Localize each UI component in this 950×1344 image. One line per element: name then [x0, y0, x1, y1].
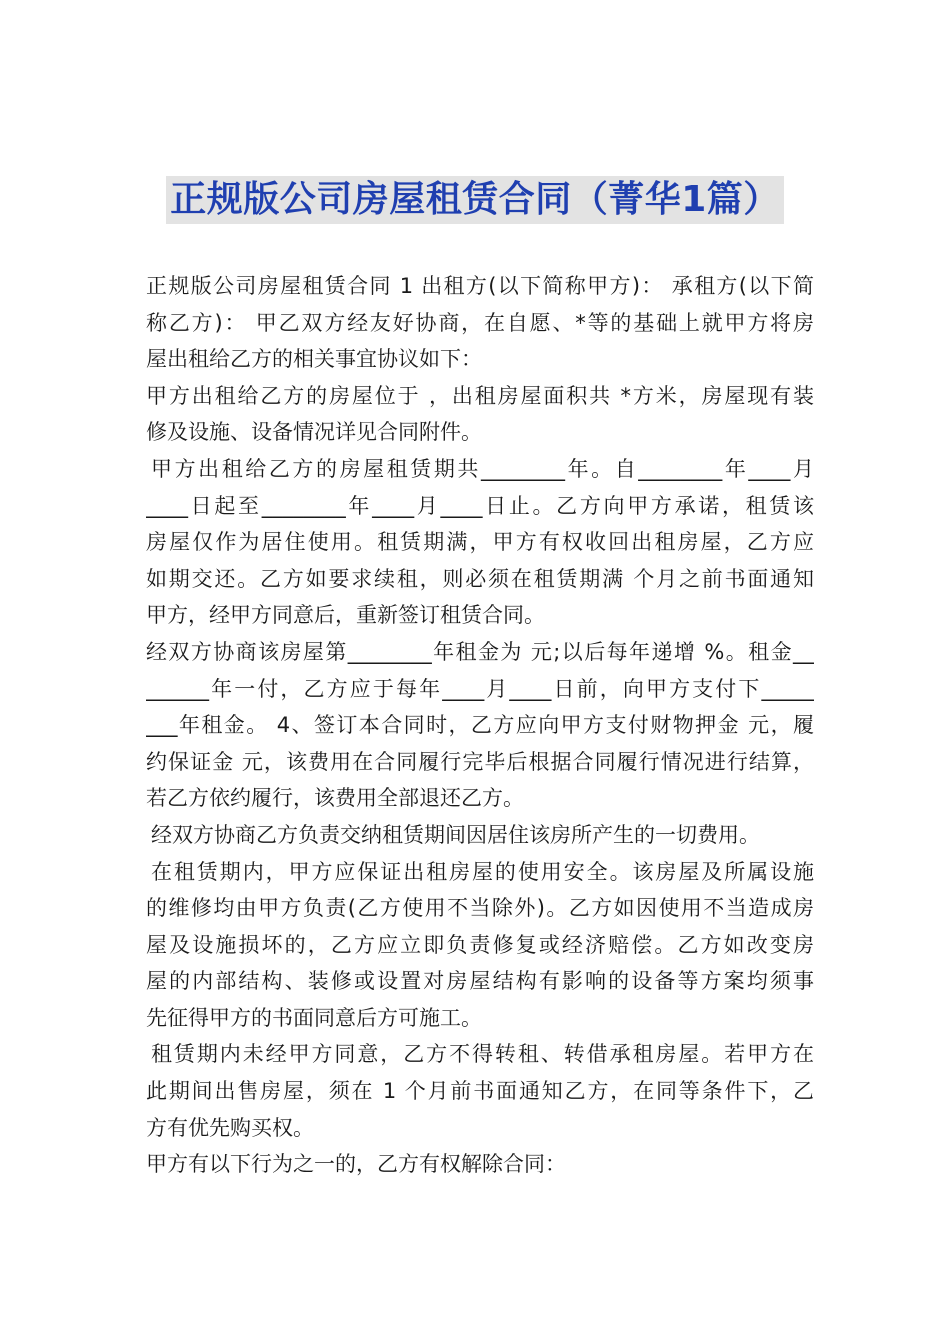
body-line: 经双方协商乙方负责交纳租赁期间因居住该房所产生的一切费用。 [151, 822, 760, 847]
body-line: ______年一付，乙方应于每年____月____日前，向甲方支付下_____ [146, 676, 814, 701]
body-line: 屋出租给乙方的相关事宜协议如下： [146, 347, 482, 372]
body-line: 修及设施、设备情况详见合同附件。 [146, 420, 482, 445]
body-line: 在租赁期内，甲方应保证出租房屋的使用安全。该房屋及所属设施 [151, 859, 814, 884]
body-line: 方有优先购买权。 [146, 1115, 314, 1140]
body-line: 屋及设施损坏的，乙方应立即负责修复或经济赔偿。乙方如改变房 [146, 932, 814, 957]
body-line: ___年租金。 4、签订本合同时，乙方应向甲方支付财物押金 元，履 [146, 713, 814, 738]
body-line: 甲方有以下行为之一的，乙方有权解除合同： [146, 1152, 566, 1177]
body-line: 如期交还。乙方如要求续租，则必须在租赁期满 个月之前书面通知 [146, 566, 814, 591]
document-body [146, 268, 814, 1183]
body-line: 房屋仅作为居住使用。租赁期满，甲方有权收回出租房屋，乙方应 [146, 530, 814, 555]
document-title: 正规版公司房屋租赁合同（菁华1篇） [166, 176, 784, 224]
body-line: 甲方出租给乙方的房屋租赁期共________年。自________年____月 [151, 456, 814, 481]
body-line: 先征得甲方的书面同意后方可施工。 [146, 1005, 482, 1030]
body-line: ____日起至________年____月____日止。乙方向甲方承诺，租赁该 [146, 493, 814, 518]
body-line: 此期间出售房屋，须在 1 个月前书面通知乙方，在同等条件下，乙 [146, 1079, 814, 1104]
body-line: 屋的内部结构、装修或设置对房屋结构有影响的设备等方案均须事 [146, 969, 814, 994]
body-line: 甲方出租给乙方的房屋位于 ，出租房屋面积共 *方米，房屋现有装 [146, 383, 814, 408]
body-line: 甲方，经甲方同意后，重新签订租赁合同。 [146, 603, 545, 628]
body-line: 租赁期内未经甲方同意，乙方不得转租、转借承租房屋。若甲方在 [151, 1042, 814, 1067]
body-line: 称乙方)： 甲乙双方经友好协商，在自愿、*等的基础上就甲方将房 [146, 310, 814, 335]
body-line: 若乙方依约履行，该费用全部退还乙方。 [146, 786, 524, 811]
body-line: 的维修均由甲方负责(乙方使用不当除外)。乙方如因使用不当造成房 [146, 896, 814, 921]
body-line: 正规版公司房屋租赁合同 1 出租方(以下简称甲方)： 承租方(以下简 [146, 274, 814, 298]
title-container [0, 176, 950, 224]
body-line: 经双方协商该房屋第________年租金为 元;以后每年递增 %。租金__ [146, 639, 814, 664]
body-line: 约保证金 元，该费用在合同履行完毕后根据合同履行情况进行结算， [146, 749, 814, 774]
